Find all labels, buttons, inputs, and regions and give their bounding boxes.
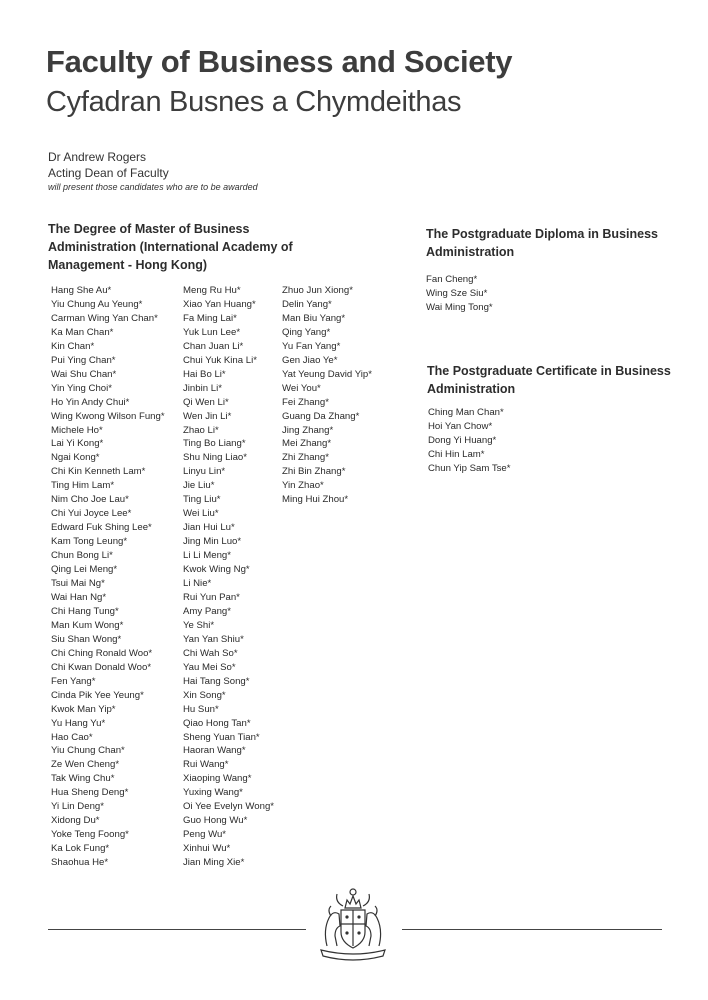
graduate-name: Yiu Chung Chan*	[51, 745, 125, 757]
graduate-name: Guo Hong Wu*	[183, 815, 248, 827]
mba-names-col-3	[282, 284, 372, 507]
graduate-name: Rui Yun Pan*	[183, 591, 240, 603]
graduate-name: Chun Yip Sam Tse*	[428, 462, 511, 474]
graduate-name: Tak Wing Chu*	[51, 773, 115, 785]
graduate-name: Yiu Chung Au Yeung*	[51, 298, 143, 310]
graduate-name: Jian Hui Lu*	[183, 522, 235, 534]
graduate-name: Wing Sze Siu*	[426, 287, 488, 299]
graduate-name: Hai Bo Li*	[183, 368, 226, 380]
graduate-name: Hoi Yan Chow*	[428, 420, 493, 432]
pg-certificate-heading	[427, 362, 671, 398]
graduate-name: Chi Kwan Donald Woo*	[51, 661, 152, 673]
graduate-name: Yau Mei So*	[183, 661, 236, 673]
graduate-name: Siu Shan Wong*	[51, 633, 122, 645]
pg-diploma-heading	[426, 225, 658, 261]
graduate-name: Chi Hang Tung*	[51, 605, 119, 617]
graduate-name: Yuxing Wang*	[183, 787, 243, 799]
graduate-name: Xiaoping Wang*	[183, 773, 252, 785]
graduate-name: Yan Yan Shiu*	[183, 633, 244, 645]
graduate-name: Chi Hin Lam*	[428, 448, 485, 460]
graduate-name: Yuk Lun Lee*	[183, 326, 241, 338]
graduate-name: Zhi Bin Zhang*	[282, 466, 346, 478]
graduate-name: Chi Kin Kenneth Lam*	[51, 466, 146, 478]
graduate-name: Tsui Mai Ng*	[51, 578, 105, 590]
graduate-name: Yin Zhao*	[282, 480, 324, 492]
page-title: Faculty of Business and Society	[46, 44, 513, 79]
graduate-name: Edward Fuk Shing Lee*	[51, 522, 152, 534]
graduate-name: Wai Ming Tong*	[426, 301, 493, 313]
graduate-name: Ting Him Lam*	[51, 480, 115, 492]
graduate-name: Ze Wen Cheng*	[51, 759, 120, 771]
graduate-name: Xinhui Wu*	[183, 843, 231, 855]
graduate-name: Ting Liu*	[183, 494, 221, 506]
graduate-name: Zhuo Jun Xiong*	[282, 285, 353, 296]
presenter-role: Acting Dean of Faculty	[48, 166, 169, 180]
graduate-name: Rui Wang*	[183, 759, 229, 771]
graduate-name: Hu Sun*	[183, 703, 219, 715]
graduate-name: Ngai Kong*	[51, 452, 100, 464]
graduate-name: Delin Yang*	[282, 298, 332, 310]
graduate-name: Jie Liu*	[183, 480, 215, 492]
graduate-name: Chi Ching Ronald Woo*	[51, 647, 153, 659]
graduate-name: Ka Lok Fung*	[51, 843, 110, 855]
graduate-name: Qi Wen Li*	[183, 396, 229, 408]
graduate-name: Wing Kwong Wilson Fung*	[51, 410, 165, 422]
mba-heading	[48, 220, 293, 274]
pg-diploma-names	[426, 273, 493, 315]
graduate-name: Sheng Yuan Tian*	[183, 731, 260, 743]
graduate-name: Chi Wah So*	[183, 647, 238, 659]
graduate-name: Guang Da Zhang*	[282, 410, 360, 422]
graduate-name: Hai Tang Song*	[183, 675, 250, 687]
mba-heading-line: The Degree of Master of Business	[48, 222, 250, 236]
mba-names-col-2	[183, 284, 274, 870]
graduate-name: Shu Ning Liao*	[183, 452, 248, 464]
footer-rule-left	[48, 929, 306, 930]
graduate-name: Mei Zhang*	[282, 438, 332, 450]
graduate-name: Wai Han Ng*	[51, 591, 107, 603]
graduate-name: Michele Ho*	[51, 424, 103, 436]
pg-diploma-heading-line: Administration	[426, 245, 515, 259]
graduate-name: Linyu Lin*	[183, 466, 226, 478]
graduate-name: Zhi Zhang*	[282, 452, 329, 464]
graduate-name: Ching Man Chan*	[428, 407, 504, 418]
graduate-name: Amy Pang*	[183, 605, 231, 617]
graduate-name: Shaohua He*	[51, 857, 109, 869]
university-crest-icon	[313, 880, 393, 962]
graduate-name: Ka Man Chan*	[51, 326, 114, 338]
graduate-name: Xin Song*	[183, 689, 226, 701]
graduate-name: Oi Yee Evelyn Wong*	[183, 801, 275, 813]
graduate-name: Fen Yang*	[51, 675, 96, 687]
graduate-name: Kin Chan*	[51, 340, 95, 352]
presenter-block	[48, 149, 258, 194]
graduate-name: Chun Bong Li*	[51, 550, 113, 562]
presenter-note: will present those candidates who are to be awarded	[48, 182, 258, 192]
graduate-name: Jing Zhang*	[282, 424, 334, 436]
graduate-name: Ting Bo Liang*	[183, 438, 246, 450]
pg-certificate-names	[428, 406, 510, 476]
page-title-welsh: Cyfadran Busnes a Chymdeithas	[46, 86, 462, 118]
graduate-name: Kwok Wing Ng*	[183, 564, 250, 576]
mba-heading-line: Administration (International Academy of	[48, 240, 293, 254]
graduate-name: Cinda Pik Yee Yeung*	[51, 689, 144, 701]
pg-certificate-heading-line: The Postgraduate Certificate in Business	[427, 364, 671, 378]
graduate-name: Man Kum Wong*	[51, 619, 124, 631]
presenter-name: Dr Andrew Rogers	[48, 150, 147, 164]
graduate-name: Yu Hang Yu*	[51, 717, 106, 729]
graduate-name: Lai Yi Kong*	[51, 438, 104, 450]
graduate-name: Dong Yi Huang*	[428, 434, 497, 446]
graduate-name: Chui Yuk Kina Li*	[183, 354, 257, 366]
graduate-name: Man Biu Yang*	[282, 312, 346, 324]
graduate-name: Xiao Yan Huang*	[183, 298, 256, 310]
graduate-name: Nim Cho Joe Lau*	[51, 494, 129, 506]
graduate-name: Kam Tong Leung*	[51, 536, 128, 548]
graduate-name: Wen Jin Li*	[183, 410, 232, 422]
graduate-name: Yoke Teng Foong*	[51, 829, 129, 841]
graduate-name: Wai Shu Chan*	[51, 368, 117, 380]
graduate-name: Yu Fan Yang*	[282, 340, 341, 352]
graduate-name: Wei Liu*	[183, 508, 219, 520]
graduate-name: Kwok Man Yip*	[51, 703, 116, 715]
graduate-name: Chi Yui Joyce Lee*	[51, 508, 132, 520]
footer-rule-right	[402, 929, 662, 930]
graduate-name: Ye Shi*	[183, 619, 215, 631]
graduate-name: Qing Yang*	[282, 326, 331, 338]
graduate-name: Hao Cao*	[51, 731, 93, 743]
pg-certificate-heading-line: Administration	[427, 382, 516, 396]
graduate-name: Gen Jiao Ye*	[282, 354, 338, 366]
graduate-name: Chan Juan Li*	[183, 340, 244, 352]
graduate-name: Yi Lin Deng*	[51, 801, 104, 813]
graduate-name: Qing Lei Meng*	[51, 564, 118, 576]
graduate-name: Pui Ying Chan*	[51, 354, 116, 366]
graduate-name: Li Li Meng*	[183, 550, 231, 562]
graduate-name: Hua Sheng Deng*	[51, 787, 129, 799]
graduate-name: Ming Hui Zhou*	[282, 494, 349, 506]
graduate-name: Ho Yin Andy Chui*	[51, 396, 130, 408]
graduate-name: Qiao Hong Tan*	[183, 717, 251, 729]
graduate-name: Zhao Li*	[183, 424, 219, 436]
graduate-name: Fa Ming Lai*	[183, 312, 237, 324]
graduate-name: Fan Cheng*	[426, 274, 478, 285]
graduate-name: Peng Wu*	[183, 829, 227, 841]
mba-names-col-1	[51, 284, 165, 870]
graduate-name: Fei Zhang*	[282, 396, 329, 408]
graduate-name: Jing Min Luo*	[183, 536, 242, 548]
graduate-name: Jian Ming Xie*	[183, 857, 245, 869]
graduate-name: Carman Wing Yan Chan*	[51, 312, 158, 324]
graduate-name: Haoran Wang*	[183, 745, 246, 757]
pg-diploma-heading-line: The Postgraduate Diploma in Business	[426, 227, 658, 241]
graduate-name: Yat Yeung David Yip*	[282, 368, 372, 380]
graduate-name: Yin Ying Choi*	[51, 382, 112, 394]
graduate-name: Wei You*	[282, 382, 321, 394]
graduate-name: Jinbin Li*	[183, 382, 222, 394]
graduate-name: Meng Ru Hu*	[183, 285, 241, 296]
graduate-name: Hang She Au*	[51, 285, 112, 296]
graduate-name: Li Nie*	[183, 578, 212, 590]
mba-heading-line: Management - Hong Kong)	[48, 258, 208, 272]
graduate-name: Xidong Du*	[51, 815, 100, 827]
